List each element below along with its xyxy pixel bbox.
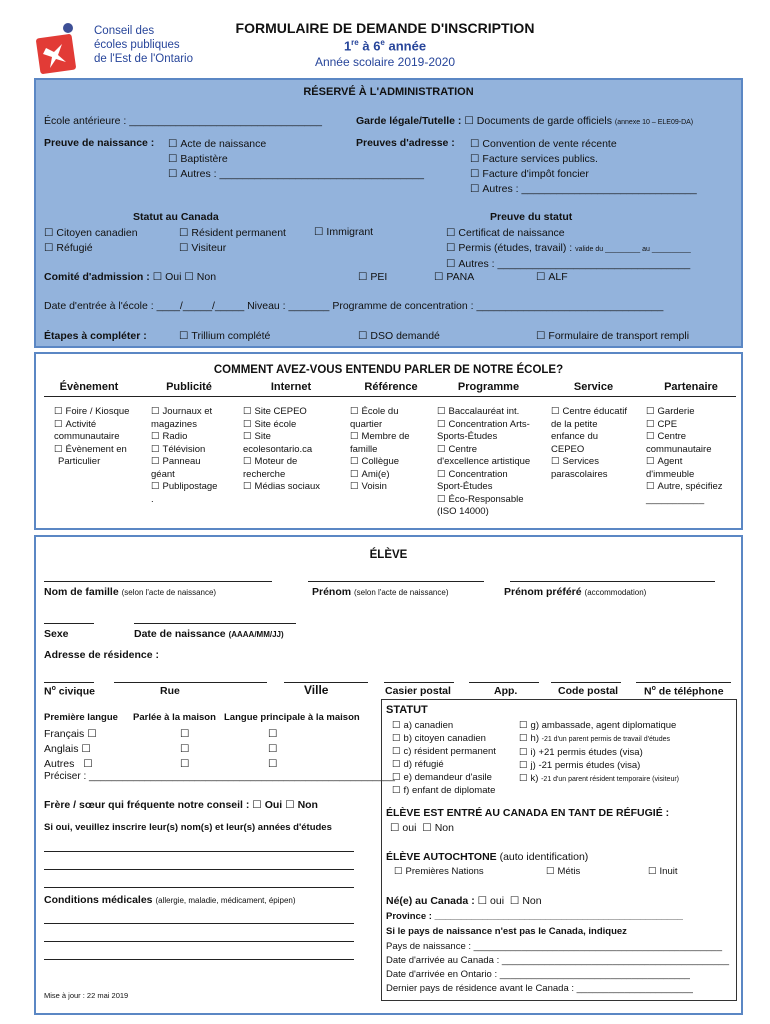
centre-communautaire-checkbox[interactable]: ☐ Centre [646, 431, 722, 444]
autre-partenaire-checkbox[interactable]: ☐ Autre, spécifiez [646, 481, 722, 494]
preuve-statut-options [446, 226, 691, 272]
inuit-checkbox[interactable]: ☐ Inuit [648, 866, 678, 877]
frere-soeur: Frère / sœur qui fréquente notre conseil : ☐ Oui ☐ Non [44, 799, 318, 811]
anglais-premiere-checkbox[interactable] [81, 742, 93, 757]
casier-label: Casier postal [385, 685, 451, 697]
header-evenement: Évènement [59, 381, 119, 393]
statut-left [392, 719, 496, 797]
grade-range: 1re à 6e année [343, 38, 427, 54]
programme-text: Sport-Études [437, 481, 493, 492]
casier-input[interactable] [384, 682, 454, 683]
reference-text: quartier [350, 418, 383, 430]
panneau-checkbox[interactable]: ☐ Panneau [151, 456, 217, 469]
statut-title: STATUT [386, 704, 428, 716]
site-cepeo-checkbox[interactable]: ☐ Site CEPEO [243, 406, 320, 419]
impot-foncier-checkbox[interactable]: ☐ Facture d'impôt foncier [470, 167, 697, 182]
header-reference: Référence [364, 381, 418, 393]
province-field[interactable]: Province : _______________________________________________ [386, 911, 683, 922]
moteur-checkbox[interactable]: ☐ Moteur de [243, 456, 320, 469]
app-input[interactable] [469, 682, 539, 683]
col-evenement [54, 406, 129, 469]
comite-non-checkbox[interactable] [184, 271, 196, 283]
ne-canada: Né(e) au Canada : ☐ oui ☐ Non [386, 895, 542, 907]
journaux-checkbox[interactable]: ☐ Journaux et [151, 406, 217, 419]
date-naissance-label: Date de naissance (AAAA/MM/JJ) [134, 628, 284, 640]
langs-principale-col [268, 727, 280, 772]
ami-checkbox[interactable]: ☐ Ami(e) [350, 469, 410, 482]
anglais-principale-checkbox[interactable] [268, 742, 280, 757]
service-text: de la petite [551, 418, 598, 430]
student-section [34, 535, 743, 1015]
refugie-options: ☐oui ☐ Non [390, 822, 454, 834]
lang-francais: Français ☐ [44, 727, 100, 742]
form-title: FORMULAIRE DE DEMANDE D'INSCRIPTION [235, 20, 535, 36]
garde-legale: Garde légale/Tutelle : ☐ Documents de garde officiels (annexe 10 – ELE09-DA) [356, 115, 693, 127]
sexe-input[interactable] [44, 623, 94, 624]
frere-line-1[interactable] [44, 851, 354, 852]
statut-k-checkbox[interactable] [519, 772, 531, 785]
statut-c-checkbox[interactable]: ☐ c) résident permanent [392, 745, 496, 758]
arts-sports-checkbox[interactable]: ☐ Concentration Arts- [437, 419, 530, 432]
admin-title: RÉSERVÉ À L'ADMINISTRATION [303, 86, 474, 98]
date-entree-line[interactable]: Date d'entrée à l'école : ____/_____/_____ Niveau : _______ Programme de concentration : ________________________________ [44, 300, 664, 312]
visiteur-checkbox[interactable]: ☐ Visiteur [179, 241, 286, 256]
metis-checkbox[interactable]: ☐ Métis [546, 866, 580, 877]
publicite-text: géant [151, 468, 175, 480]
conditions-line-1[interactable] [44, 923, 354, 924]
baptistere-checkbox[interactable]: ☐ Baptistère [168, 152, 424, 167]
alf-checkbox[interactable]: ☐ ALF [536, 271, 568, 283]
preuve-adresse-options [470, 137, 697, 197]
sexe-label: Sexe [44, 628, 69, 640]
rue-input[interactable] [114, 682, 267, 683]
statut-d-checkbox[interactable]: ☐ d) réfugié [392, 758, 496, 771]
autochtone-label: ÉLÈVE AUTOCHTONE (auto identification) [386, 851, 589, 863]
langs-maison-col [180, 727, 192, 772]
evenement-text: Particulier [58, 456, 101, 467]
app-label: App. [494, 685, 518, 697]
ville-label: Ville [304, 683, 329, 697]
admin-section [34, 78, 743, 348]
preuve-statut-title: Preuve du statut [490, 211, 573, 223]
frere-line-2[interactable] [44, 869, 354, 870]
refugie-label: ÉLÈVE EST ENTRÉ AU CANADA EN TANT DE RÉFUGIÉ : [386, 807, 670, 819]
refugie-checkbox[interactable]: ☐ Réfugié [44, 241, 138, 256]
logo-line-3: de l'Est de l'Ontario [94, 53, 193, 65]
autres-premiere-checkbox[interactable] [83, 757, 95, 772]
francais-principale-checkbox[interactable] [268, 727, 280, 742]
evenement-particulier-checkbox[interactable]: ☐ Évènement en [54, 444, 129, 457]
statut-h: ☐h) -21 d'un parent permis de travail d'études [519, 732, 679, 746]
si-pays-label: Si le pays de naissance n'est pas le Canada, indiquez [386, 926, 627, 937]
facture-services-checkbox[interactable]: ☐ Facture services publics. [470, 152, 697, 167]
statut-canada-title: Statut au Canada [133, 211, 219, 223]
mise-a-jour: Mise à jour : 22 mai 2019 [44, 991, 129, 1000]
statut-i-checkbox[interactable]: ☐ i) +21 permis études (visa) [519, 746, 679, 759]
col-internet [243, 406, 320, 494]
garde-checkbox[interactable] [464, 115, 476, 127]
prenom-label: Prénom (selon l'acte de naissance) [312, 586, 449, 598]
header-programme: Programme [457, 381, 520, 393]
evenement-text: communautaire [54, 431, 120, 442]
immigrant-checkbox[interactable]: ☐ Immigrant [314, 226, 373, 238]
statut-g-checkbox[interactable]: ☐ g) ambassade, agent diplomatique [519, 719, 679, 732]
school-year: Année scolaire 2019-2020 [314, 55, 456, 70]
site-ecolesontario-checkbox[interactable]: ☐ Site [243, 431, 320, 444]
lang-header-2: Parlée à la maison [133, 712, 216, 723]
lang-header-1: Première langue [44, 712, 118, 723]
services-parascolaires-checkbox[interactable]: ☐ Services [551, 456, 627, 469]
logo-line-2: écoles publiques [94, 39, 180, 51]
statut-col-2 [179, 226, 286, 256]
nom-famille-label: Nom de famille (selon l'acte de naissance) [44, 586, 217, 598]
langs-list [44, 727, 100, 772]
citoyen-checkbox[interactable]: ☐ Citoyen canadien [44, 226, 138, 241]
radio-checkbox[interactable]: ☐ Radio [151, 431, 217, 444]
preuve-adresse-label: Preuves d'adresse : [356, 137, 455, 149]
centre-educatif-checkbox[interactable]: ☐ Centre éducatif [551, 406, 627, 419]
service-text: parascolaires [551, 468, 608, 480]
ne-oui-checkbox[interactable] [478, 895, 490, 907]
resident-checkbox[interactable]: ☐ Résident permanent [179, 226, 286, 241]
voisin-checkbox[interactable]: ☐ Voisin [350, 481, 410, 494]
publipostage-checkbox[interactable]: ☐ Publipostage [151, 481, 217, 494]
publicite-text: . [151, 493, 154, 505]
autres-maison-checkbox[interactable] [180, 757, 192, 772]
membre-famille-checkbox[interactable]: ☐ Membre de [350, 431, 410, 444]
frere-non-checkbox[interactable] [285, 799, 297, 811]
autres-statut-checkbox[interactable]: ☐ Autres : _________________________________ [446, 257, 691, 272]
telephone-input[interactable] [636, 682, 731, 683]
date-naissance-input[interactable] [134, 623, 296, 624]
statut-j-checkbox[interactable]: ☐ j) -21 permis études (visa) [519, 759, 679, 772]
header-service: Service [573, 381, 614, 393]
col-publicite [151, 406, 217, 506]
service-text: CEPEO [551, 443, 585, 455]
autres-adresse-checkbox[interactable]: ☐ Autres : ______________________________ [470, 182, 697, 197]
reference-text: famille [350, 443, 378, 455]
medias-sociaux-checkbox[interactable]: ☐ Médias sociaux [243, 481, 320, 494]
cpe-checkbox[interactable]: ☐ CPE [646, 419, 722, 432]
collegue-checkbox[interactable]: ☐ Collègue [350, 456, 410, 469]
code-postal-label: Code postal [558, 685, 619, 697]
prenom-prefere-input[interactable] [510, 581, 715, 582]
frere-oui-checkbox[interactable] [252, 799, 264, 811]
statut-f-checkbox[interactable]: ☐ f) enfant de diplomate [392, 784, 496, 797]
statut-k: ☐k) -21 d'un parent résident temporaire (visiteur) [519, 772, 679, 786]
arrivee-canada-field[interactable]: Date d'arrivée au Canada : ___________________________________________ [386, 955, 730, 966]
prenom-prefere-label: Prénom préféré (accommodation) [504, 586, 647, 598]
refugie-oui-checkbox[interactable] [390, 822, 402, 834]
header-partenaire: Partenaire [664, 381, 718, 393]
statut-b-checkbox[interactable]: ☐ b) citoyen canadien [392, 732, 496, 745]
col-programme [437, 406, 530, 519]
francais-maison-checkbox[interactable] [180, 727, 192, 742]
refugie-non-checkbox[interactable] [422, 822, 434, 834]
statut-h-checkbox[interactable] [519, 732, 531, 745]
adresse-label: Adresse de résidence : [44, 649, 159, 661]
ecole-quartier-checkbox[interactable]: ☐ École du [350, 406, 410, 419]
certificat-checkbox[interactable]: ☐ Certificat de naissance [446, 226, 691, 241]
logo-line-1: Conseil des [94, 25, 155, 37]
ne-non-checkbox[interactable] [510, 895, 522, 907]
site-ecole-checkbox[interactable]: ☐ Site école [243, 419, 320, 432]
comite-oui-checkbox[interactable] [153, 271, 165, 283]
acte-naissance-checkbox[interactable]: ☐ Acte de naissance [168, 137, 424, 152]
frere-line-3[interactable] [44, 887, 354, 888]
baccalaureat-checkbox[interactable]: ☐ Baccalauréat int. [437, 406, 530, 419]
pays-naissance-field[interactable]: Pays de naissance : _______________________________________________ [386, 941, 722, 952]
anglais-maison-checkbox[interactable] [180, 742, 192, 757]
francais-premiere-checkbox[interactable] [87, 727, 99, 742]
partenaire-text: d'immeuble [646, 468, 695, 480]
statut-a-checkbox[interactable]: ☐ a) canadien [392, 719, 496, 732]
lang-header-3: Langue principale à la maison [224, 712, 360, 723]
service-text: enfance du [551, 431, 599, 442]
statut-right [519, 719, 679, 786]
statut-box [381, 699, 737, 1001]
prenom-input[interactable] [308, 581, 484, 582]
programme-text: (ISO 14000) [437, 506, 489, 517]
centre-excellence-checkbox[interactable]: ☐ Centre [437, 444, 530, 457]
foire-checkbox[interactable]: ☐ Foire / Kiosque [54, 406, 129, 419]
no-civique-label: $N^o$ civique [44, 685, 95, 698]
autres-naissance-checkbox[interactable]: ☐ Autres : ___________________________________ [168, 167, 424, 182]
referral-section [34, 352, 743, 530]
ecole-anterieure-field[interactable]: École antérieure : _________________________________ [44, 115, 322, 127]
permis-checkbox[interactable] [446, 241, 458, 256]
lang-anglais: Anglais ☐ [44, 742, 100, 757]
statut-e-checkbox[interactable]: ☐ e) demandeur d'asile [392, 771, 496, 784]
eco-responsable-checkbox[interactable]: ☐ Éco-Responsable [437, 494, 530, 507]
logo-mark-icon [34, 22, 84, 74]
rue-label: Rue [160, 685, 180, 697]
permis-row: ☐Permis (études, travail) : valide du _________ au __________ [446, 241, 691, 257]
referral-title: COMMENT AVEZ-VOUS ENTENDU PARLER DE NOTRE ÉCOLE? [213, 364, 564, 376]
premieres-nations-checkbox[interactable]: ☐ Premières Nations [394, 866, 484, 877]
preciser-field[interactable]: Préciser : _______________________________________________________ [44, 771, 395, 782]
garderie-checkbox[interactable]: ☐ Garderie [646, 406, 722, 419]
partenaire-text: communautaire [646, 443, 712, 455]
comite-admission: Comité d'admission : ☐ Oui ☐ Non [44, 271, 216, 283]
television-checkbox[interactable]: ☐ Télévision [151, 444, 217, 457]
trillium-checkbox[interactable]: ☐ Trillium complété [179, 330, 270, 342]
col-partenaire [646, 406, 722, 506]
pana-checkbox[interactable]: ☐ PANA [434, 271, 474, 283]
header-internet: Internet [270, 381, 312, 393]
internet-text: ecolesontario.ca [243, 443, 313, 455]
publicite-text: magazines [151, 418, 197, 430]
etapes-label: Étapes à compléter : [44, 330, 147, 342]
col-reference [350, 406, 410, 494]
transport-checkbox[interactable]: ☐ Formulaire de transport rempli [536, 330, 689, 342]
col-service [551, 406, 627, 481]
activite-checkbox[interactable]: ☐ Activité [54, 419, 129, 432]
pei-checkbox[interactable]: ☐ PEI [358, 271, 387, 283]
nom-famille-input[interactable] [44, 581, 272, 582]
arrivee-ontario-field[interactable]: Date d'arrivée en Ontario : ____________________________________ [386, 969, 690, 980]
agent-immeuble-checkbox[interactable]: ☐ Agent [646, 456, 722, 469]
conditions-line-3[interactable] [44, 959, 354, 960]
si-oui-label: Si oui, veuillez inscrire leur(s) nom(s) et leur(s) années d'études [44, 822, 332, 833]
dso-checkbox[interactable]: ☐ DSO demandé [358, 330, 440, 342]
dernier-pays-field[interactable]: Dernier pays de résidence avant le Canada : ______________________ [386, 983, 693, 994]
code-postal-input[interactable] [551, 682, 621, 683]
programme-text: d'excellence artistique [437, 456, 531, 467]
telephone-label: $N^o$ de téléphone [644, 685, 724, 698]
no-civique-input[interactable] [44, 682, 94, 683]
sport-etudes-checkbox[interactable]: ☐ Concentration [437, 469, 530, 482]
conditions-line-2[interactable] [44, 941, 354, 942]
header-publicite: Publicité [166, 381, 212, 393]
lang-autres: Autres ☐ [44, 757, 100, 772]
convention-checkbox[interactable]: ☐ Convention de vente récente [470, 137, 697, 152]
preuve-naissance-label: Preuve de naissance : [44, 137, 155, 149]
conditions-label: Conditions médicales (allergie, maladie, médicament, épipen) [44, 894, 296, 906]
autre-partenaire-field[interactable]: ___________ [646, 493, 705, 505]
statut-col-1 [44, 226, 138, 256]
student-title: ÉLÈVE [369, 549, 408, 561]
programme-text: Sports-Études [437, 431, 498, 442]
autres-principale-checkbox[interactable] [268, 757, 280, 772]
internet-text: recherche [243, 468, 286, 480]
